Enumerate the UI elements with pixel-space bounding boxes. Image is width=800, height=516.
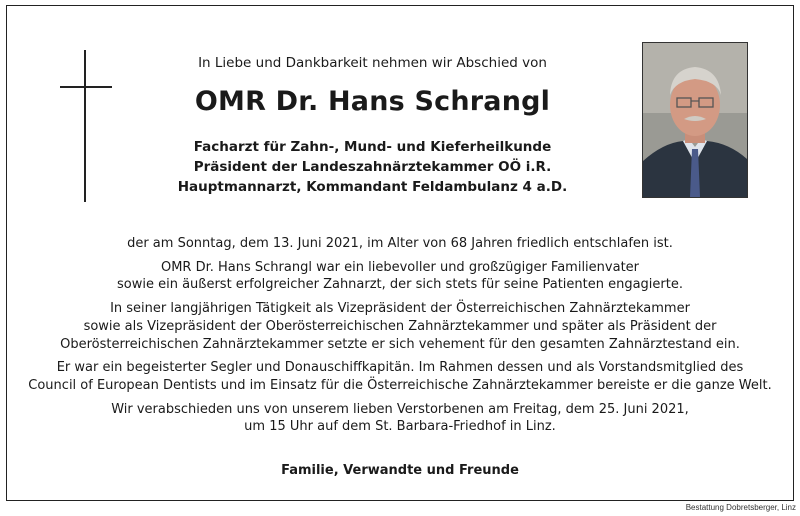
text-line: Wir verabschieden uns von unserem lieben Verstorbenen am Freitag, dem 25. Juni 2021, (111, 401, 689, 417)
text-line: Oberösterreichischen Zahnärztekammer setzte er sich vehement für den gesamten Zahnärztestand ein. (60, 336, 740, 352)
text-line: um 15 Uhr auf dem St. Barbara-Friedhof in Linz. (244, 419, 556, 435)
title-line: Präsident der Landeszahnärztekammer OÖ i.R. (193, 159, 552, 175)
title-line: Facharzt für Zahn-, Mund- und Kieferheilkunde (193, 139, 552, 155)
portrait-photo (642, 42, 748, 198)
paragraph (20, 359, 780, 394)
deceased-name: OMR Dr. Hans Schrangl (194, 86, 551, 117)
titles-block (0, 137, 745, 197)
text-line: der am Sonntag, dem 13. Juni 2021, im Alter von 68 Jahren friedlich entschlafen ist. (127, 236, 673, 251)
paragraph (20, 300, 780, 353)
text-line: Er war ein begeisterter Segler und Donauschiffkapitän. Im Rahmen dessen und als Vorstandsmitglied des (56, 360, 744, 376)
text-line: OMR Dr. Hans Schrangl war ein liebevoller und großzügiger Familienvater (160, 259, 640, 275)
paragraph (20, 401, 780, 436)
intro-line: In Liebe und Dankbarkeit nehmen wir Abschied von (198, 55, 547, 71)
funeral-home-credit: Bestattung Dobretsberger, Linz (685, 503, 796, 512)
obituary-text (20, 235, 780, 442)
paragraph (20, 235, 780, 253)
signature: Familie, Verwandte und Freunde (281, 463, 519, 478)
paragraph (20, 259, 780, 294)
text-line: sowie als Vizepräsident der Oberösterreichischen Zahnärztekammer und später als Präsident der (83, 318, 717, 334)
text-line: Council of European Dentists und im Einsatz für die Österreichische Zahnärztekammer bereiste er die ganze Welt. (28, 377, 772, 393)
text-line: In seiner langjährigen Tätigkeit als Vizepräsident der Österreichischen Zahnärztekammer (110, 301, 690, 317)
text-line: sowie ein äußerst erfolgreicher Zahnarzt, der sich stets für seine Patienten engagierte. (116, 277, 683, 293)
title-line: Hauptmannarzt, Kommandant Feldambulanz 4 a.D. (177, 179, 568, 195)
